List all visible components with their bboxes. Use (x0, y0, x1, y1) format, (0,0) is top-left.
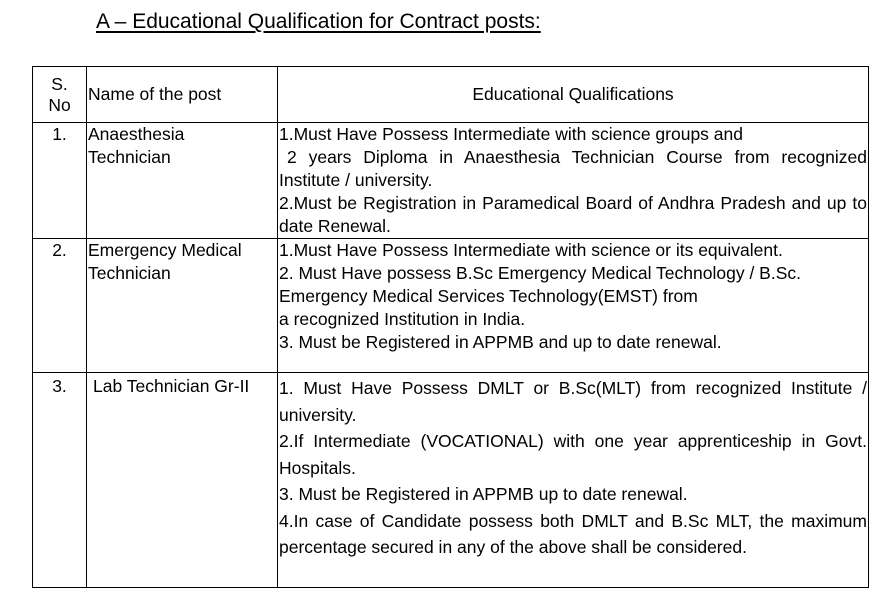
header-sno-line2: No (48, 94, 71, 115)
qualification-item: 1.Must Have Possess Intermediate with science or its equivalent. (279, 240, 783, 260)
qualification-item: 2. Must Have possess B.Sc Emergency Medical Technology / B.Sc. (279, 263, 801, 283)
header-serial-number (33, 67, 87, 123)
row-qualifications (278, 373, 869, 588)
qualification-item: 3. Must be Registered in APPMB and up to date renewal. (279, 332, 722, 352)
qualifications-table (32, 66, 869, 588)
qualification-item: 2.If Intermediate (VOCATIONAL) with one year apprenticeship in Govt. Hospitals. (279, 431, 867, 478)
row-qualifications (278, 123, 869, 239)
post-name-line2: Technician (88, 263, 171, 283)
table-row (33, 239, 869, 373)
qualification-item: 1. Must Have Possess DMLT or B.Sc(MLT) from recognized Institute / university. (279, 378, 867, 425)
row-serial-number: 2. (33, 239, 87, 373)
qualification-item: Emergency Medical Services Technology(EMST) from (279, 286, 698, 306)
header-post-name: Name of the post (87, 67, 278, 123)
qualification-item: 1.Must Have Possess Intermediate with science groups and (279, 124, 743, 144)
row-serial-number: 3. (33, 373, 87, 588)
qualification-item: 3. Must be Registered in APPMB up to date renewal. (279, 484, 688, 504)
qualification-item: 2.Must be Registration in Paramedical Board of Andhra Pradesh and up to date Renewal. (279, 193, 867, 236)
qualification-item: 4.In case of Candidate possess both DMLT and B.Sc MLT, the maximum percentage secured in any of the above shall be considered. (279, 510, 867, 557)
post-name-line1: Emergency Medical (88, 240, 242, 260)
post-name-line1: Anaesthesia (88, 124, 185, 144)
row-post-name (87, 123, 278, 239)
header-qualifications: Educational Qualifications (278, 67, 869, 123)
post-name-line1: Lab Technician Gr-II (93, 376, 250, 396)
row-post-name (87, 239, 278, 373)
post-name-line2: Technician (88, 147, 171, 167)
row-qualifications (278, 239, 869, 373)
table-row (33, 373, 869, 588)
qualification-item: a recognized Institution in India. (279, 309, 526, 329)
row-post-name (87, 373, 278, 588)
page-heading: A – Educational Qualification for Contract posts: (96, 10, 541, 33)
header-sno-line1: S. (51, 73, 68, 94)
table-row (33, 123, 869, 239)
qualification-item: 2 years Diploma in Anaesthesia Technician Course from recognized Institute / university. (279, 147, 867, 190)
table-header-row (33, 67, 869, 123)
row-serial-number: 1. (33, 123, 87, 239)
